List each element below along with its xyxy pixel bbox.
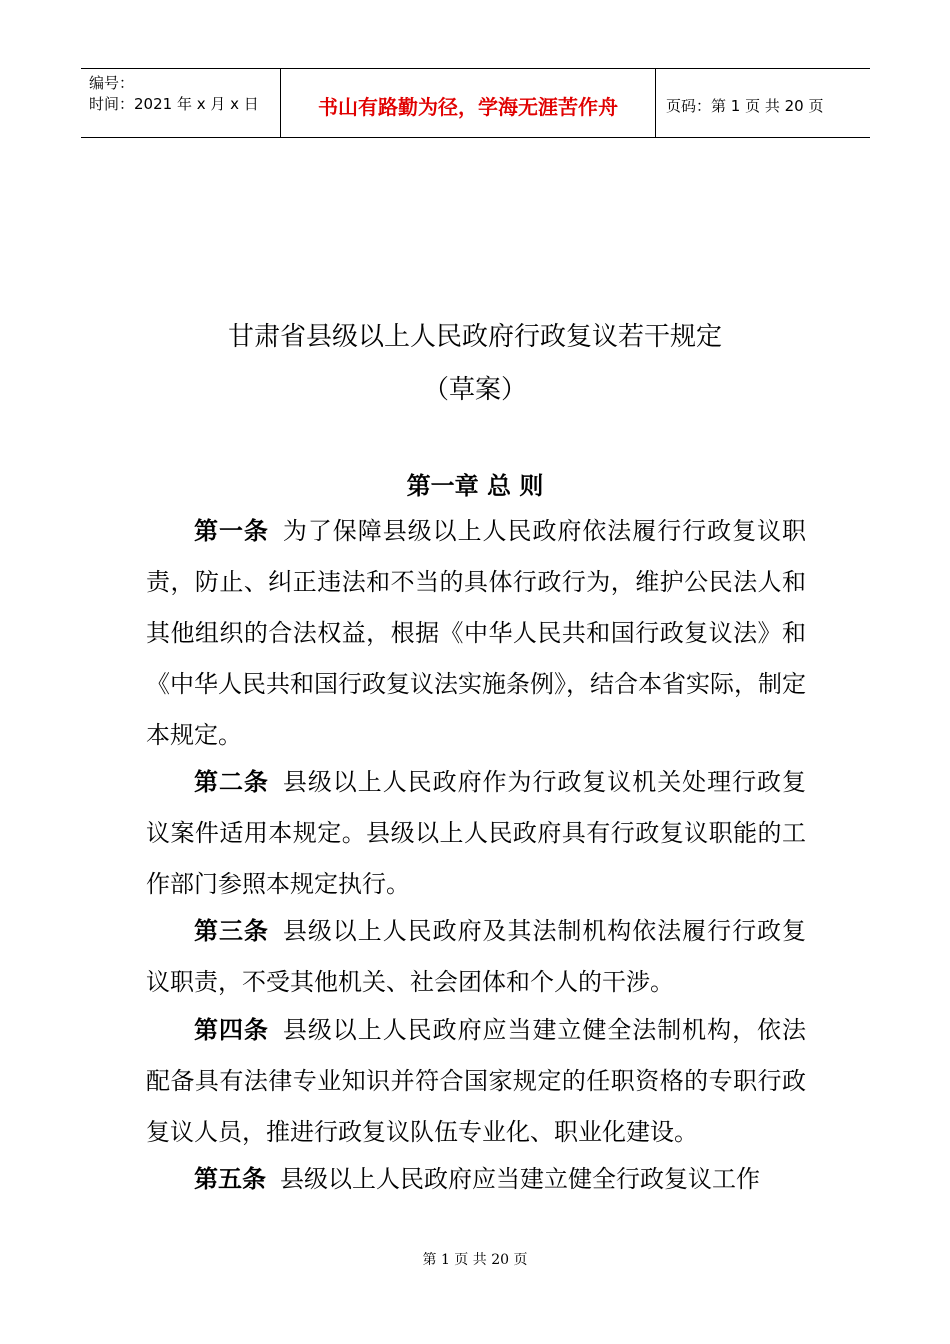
page-header (81, 68, 870, 138)
article-label: 第五条 (194, 1165, 266, 1193)
article-text: 县级以上人民政府应当建立健全行政复议工作 (280, 1165, 760, 1193)
header-page-label: 页码：第 1 页 共 20 页 (666, 96, 824, 115)
article-text: 县级以上人民政府应当建立健全法制机构，依法配备具有法律专业知识并符合国家规定的任职资格的专职行政复议人员，推进行政复议队伍专业化、职业化建设。 (146, 1016, 807, 1146)
number-label: 编号： (89, 74, 135, 92)
article-5 (146, 1154, 806, 1205)
article-2 (146, 757, 806, 910)
time-label: 时间：2021 年 x 月 x 日 (89, 95, 259, 113)
article-1 (146, 506, 806, 761)
article-label: 第一条 (194, 517, 269, 545)
article-label: 第二条 (194, 768, 269, 796)
header-info-cell (81, 69, 281, 137)
document-title: 甘肃省县级以上人民政府行政复议若干规定 (227, 322, 722, 352)
article-text: 县级以上人民政府作为行政复议机关处理行政复议案件适用本规定。县级以上人民政府具有行政复议职能的工作部门参照本规定执行。 (146, 768, 807, 898)
article-text: 县级以上人民政府及其法制机构依法履行行政复议职责，不受其他机关、社会团体和个人的干涉。 (146, 917, 807, 996)
article-3 (146, 906, 806, 1008)
page-footer: 第 1 页 共 20 页 (422, 1252, 528, 1268)
document-subtitle: （草案） (422, 375, 527, 405)
article-label: 第三条 (194, 917, 269, 945)
article-label: 第四条 (194, 1016, 269, 1044)
article-4 (146, 1005, 806, 1158)
chapter-heading: 第一章 总 则 (406, 472, 544, 500)
header-motto: 书山有路勤为径，学海无涯苦作舟 (281, 69, 656, 137)
article-text: 为了保障县级以上人民政府依法履行行政复议职责，防止、纠正违法和不当的具体行政行为，维护公民法人和其他组织的合法权益，根据《中华人民共和国行政复议法》和《中华人民共和国行政复议法实施条例》，结合本省实际，制定本规定。 (146, 517, 807, 749)
